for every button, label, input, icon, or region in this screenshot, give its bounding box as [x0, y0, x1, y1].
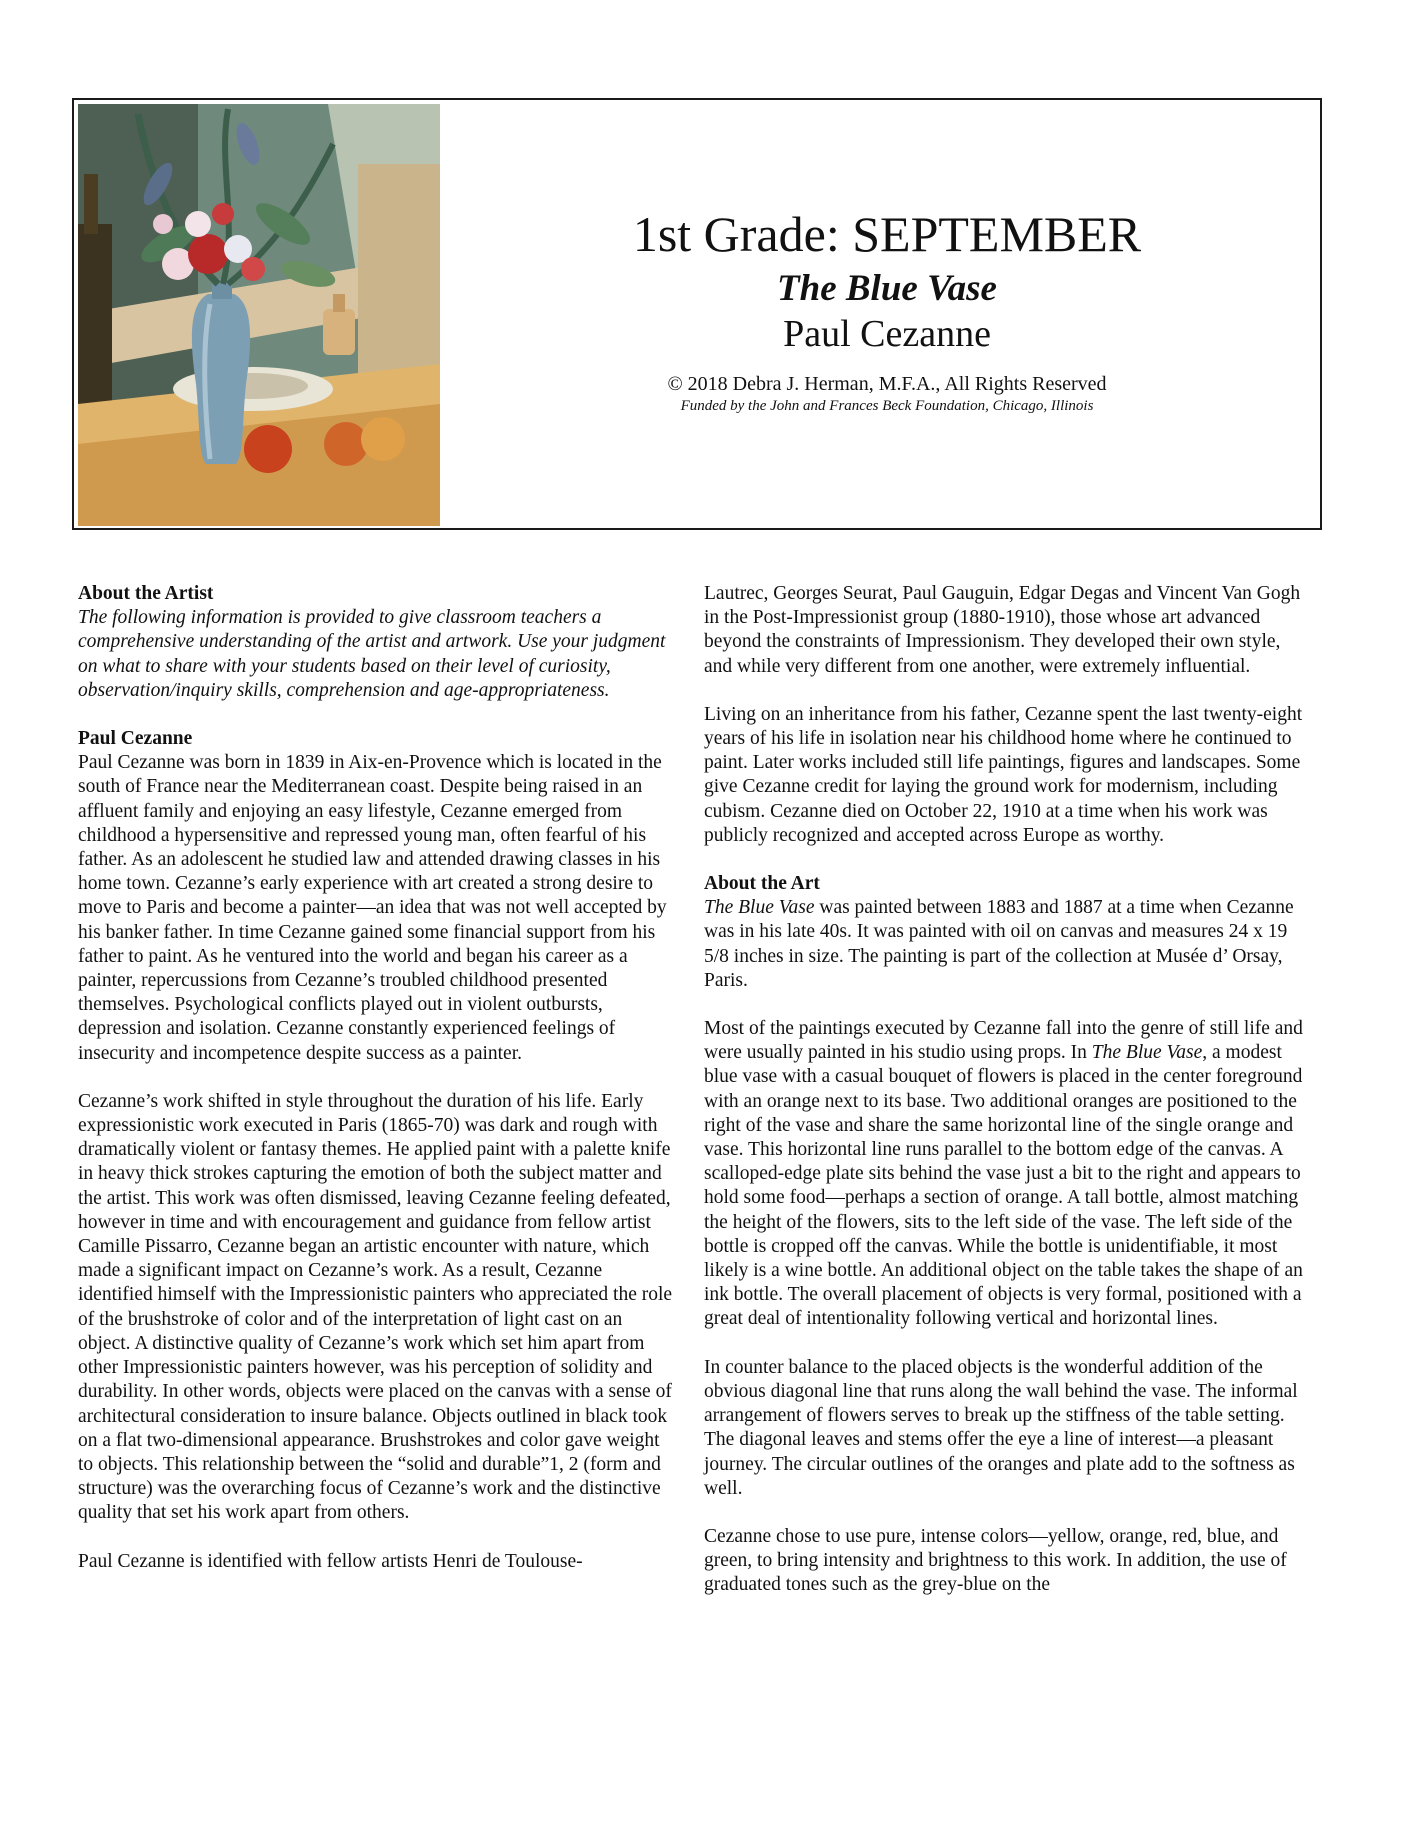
about-artist-intro: The following information is provided to give classroom teachers a comprehensive understanding of the artist and artwork. Use your judgment on what to share with your students based on their level of curiosity, observation/inquiry skills, comprehension and age-appropriateness. [78, 607, 666, 701]
art-paragraph-2-start: Most of the paintings executed by Cezanne fall into the genre of still life and were usually painted in his studio using props. In [704, 1018, 1303, 1064]
continued-paragraph-1: Lautrec, Georges Seurat, Paul Gauguin, Edgar Degas and Vincent Van Gogh in the Post-Impressionist group (1880-1910), those whose art advanced beyond the constraints of Impressionism. They developed their own style, and while very different from one another, were extremely influential. [704, 583, 1301, 677]
about-art-heading: About the Art [704, 873, 820, 895]
art-paragraph-2-title: The Blue Vase [1091, 1042, 1203, 1064]
title-block [454, 100, 1320, 528]
cezanne-heading: Paul Cezanne [78, 728, 193, 750]
header-box [72, 98, 1322, 530]
art-paragraph-2 [704, 1017, 1309, 1332]
artist-name: Paul Cezanne [783, 313, 991, 355]
page-title: 1st Grade: SEPTEMBER [632, 206, 1142, 262]
funding-credit: Funded by the John and Frances Beck Foundation, Chicago, Illinois [680, 398, 1094, 414]
about-artist-section [78, 582, 678, 703]
art-paragraph-2-text: , a modest blue vase with a casual bouquet of flowers is placed in the center foreground with an orange next to its base. Two additional oranges are positioned to the right of the vase and share the same horizontal line of the single orange and vase. This horizontal line runs parallel to the bottom edge of the canvas. A scalloped-edge plate sits behind the vase just a bit to the right and appears to hold some food—perhaps a section of orange. A tall bottle, almost matching the height of the flowers, sits to the left side of the vase. The left side of the bottle is cropped off the canvas. While the bottle is unidentifiable, it most likely is a wine bottle. An additional object on the table takes the shape of an ink bottle. The overall placement of objects is very formal, positioned with a great deal of intentionality following vertical and horizontal lines. [704, 1042, 1303, 1330]
left-column [78, 582, 678, 1598]
art-paragraph-1-text: was painted between 1883 and 1887 at a time when Cezanne was in his late 40s. It was painted with oil on canvas and measures 24 x 19 5/8 inches in size. The painting is part of the collection at Musée d’ Orsay, Paris. [704, 897, 1294, 991]
art-paragraph-1-title: The Blue Vase [704, 897, 815, 919]
cezanne-paragraph-1: Paul Cezanne was born in 1839 in Aix-en-Provence which is located in the south of France near the Mediterranean coast. Despite being raised in an affluent family and enjoying an easy lifestyle, Cezanne emerged from childhood a hypersensitive and repressed young man, often fearful of his father. As an adolescent he studied law and attended drawing classes in his home town. Cezanne’s early experience with art created a strong desire to move to Paris and become a painter—an idea that was not well accepted by his banker father. In time Cezanne gained some financial support from his father to paint. As he ventured into the world and began his career as a painter, repercussions from Cezanne’s troubled childhood presented themselves. Psychological conflicts played out in violent outbursts, depression and isolation. Cezanne constantly experienced feelings of insecurity and incompetence despite success as a painter. [78, 752, 667, 1064]
right-column [704, 582, 1309, 1622]
art-paragraph-4: Cezanne chose to use pure, intense colors—yellow, orange, red, blue, and green, to bring intensity and brightness to this work. In addition, the use of graduated tones such as the grey-blue on the [704, 1525, 1287, 1596]
cezanne-bio-section [78, 727, 678, 1066]
painting-illustration [78, 104, 440, 526]
art-paragraph-3: In counter balance to the placed objects is the wonderful addition of the obvious diagonal line that runs along the wall behind the vase. The informal arrangement of flowers serves to break up the stiffness of the table setting. The diagonal leaves and stems offer the eye a line of interest—a pleasant journey. The circular outlines of the oranges and plate add to the softness as well. [704, 1356, 1298, 1499]
about-artist-heading: About the Artist [78, 583, 214, 604]
about-art-section [704, 872, 1309, 993]
copyright-notice: © 2018 Debra J. Herman, M.F.A., All Rights Reserved [667, 373, 1107, 395]
continued-paragraph-2: Living on an inheritance from his father, Cezanne spent the last twenty-eight years of his life in isolation near his childhood home where he continued to paint. Later works included still life paintings, figures and landscapes. Some give Cezanne credit for laying the ground work for modernism, including cubism. Cezanne died on October 22, 1910 at a time when his work was publicly recognized and accepted across Europe as worthy. [704, 703, 1303, 846]
artwork-title: The Blue Vase [777, 268, 997, 309]
cezanne-paragraph-3: Paul Cezanne is identified with fellow artists Henri de Toulouse- [78, 1550, 583, 1572]
blue-vase-painting-image [78, 104, 440, 526]
cezanne-paragraph-2: Cezanne’s work shifted in style throughout the duration of his life. Early expressionistic work executed in Paris (1865-70) was dark and rough with dramatically violent or fantasy themes. He applied paint with a palette knife in heavy thick strokes capturing the emotion of both the subject matter and the artist. This work was often dismissed, leaving Cezanne feeling defeated, however in time and with encouragement and guidance from fellow artist Camille Pissarro, Cezanne began an artistic encounter with nature, which made a significant impact on Cezanne’s work. As a result, Cezanne identified himself with the Impressionistic painters who appreciated the role of the brushstroke of color and of the interpretation of light cast on an object. A distinctive quality of Cezanne’s work which set him apart from other Impressionistic painters however, was his perception of solidity and durability. In other words, objects were placed on the canvas with a sense of architectural consideration to insure balance. Objects outlined in black took on a flat two-dimensional appearance. Brushstrokes and color gave weight to objects. This relationship between the “solid and durable”1, 2 (form and structure) was the overarching focus of Cezanne’s work and the distinctive quality that set his work apart from others. [78, 1090, 673, 1524]
